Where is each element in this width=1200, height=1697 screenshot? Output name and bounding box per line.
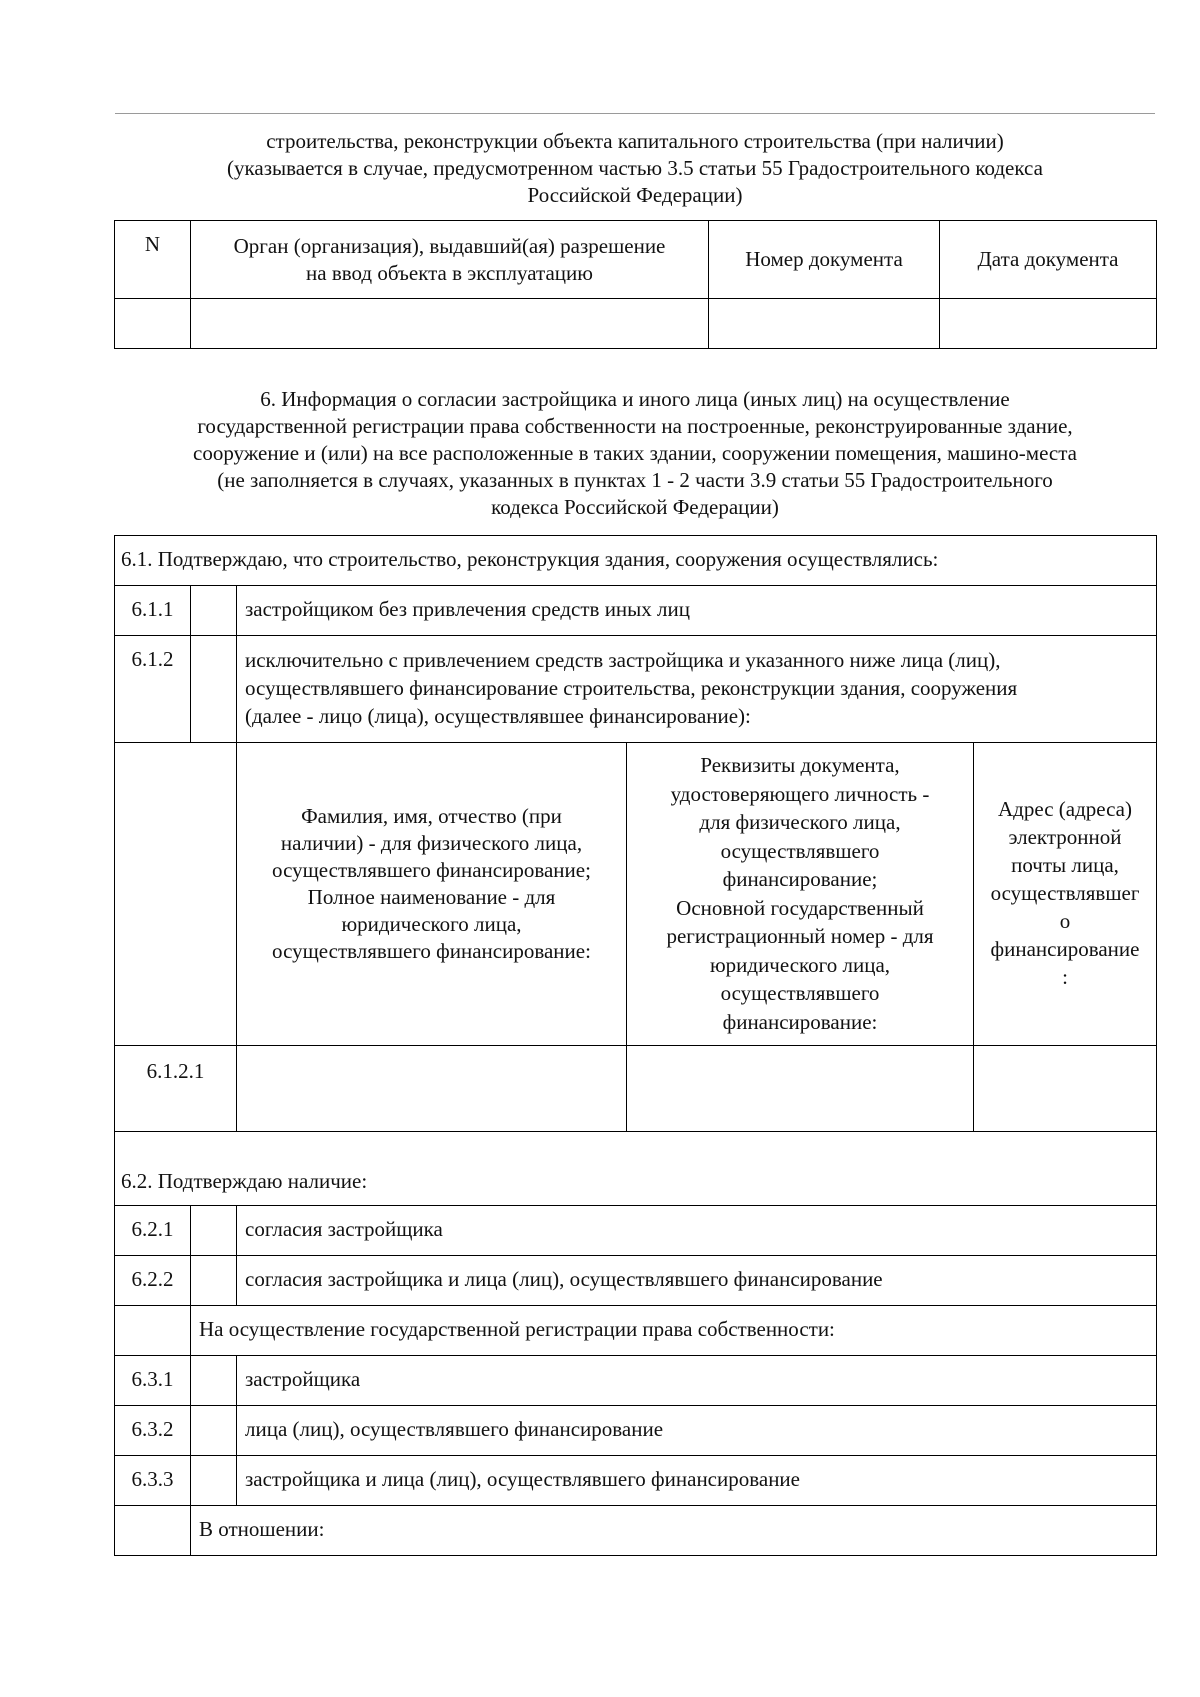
text-line: осуществлявшег <box>990 881 1140 905</box>
item-number: 6.3.2 <box>115 1406 191 1456</box>
text-line: юридического лица, <box>341 912 522 936</box>
item-number: 6.1.1 <box>115 586 191 636</box>
row-6-2-2 <box>115 1256 1157 1306</box>
header-doc-date: Дата документа <box>940 221 1157 299</box>
checkbox-6-1-2[interactable] <box>191 636 237 743</box>
header-issuing-authority <box>191 221 709 299</box>
header-line: Орган (организация), выдавший(ая) разрешение <box>233 233 666 258</box>
header-doc-number: Номер документа <box>709 221 940 299</box>
row-6-2-1 <box>115 1206 1157 1256</box>
financer-header-row <box>115 743 1157 1046</box>
item-text: застройщиком без привлечения средств иных лиц <box>237 586 1157 636</box>
text-line: удостоверяющего личность - <box>670 781 930 806</box>
row-6-1 <box>115 536 1157 586</box>
item-text: застройщика <box>237 1356 1157 1406</box>
text-line: Основной государственный <box>676 895 924 920</box>
row-6-4-title <box>115 1506 1157 1556</box>
item-text: согласия застройщика <box>237 1206 1157 1256</box>
blank-cell <box>115 743 237 1046</box>
caption-line: строительства, реконструкции объекта капитального строительства (при наличии) <box>266 129 1004 153</box>
header-line: на ввод объекта в эксплуатацию <box>306 260 593 285</box>
text-line: осуществлявшего <box>720 981 880 1005</box>
row-6-3-3 <box>115 1456 1157 1506</box>
cell-doc-number[interactable] <box>709 299 940 349</box>
caption-top <box>115 128 1155 209</box>
header-financer-email <box>974 743 1157 1046</box>
header-financer-document <box>627 743 974 1046</box>
item-number: 6.3.1 <box>115 1356 191 1406</box>
section-6-3-label: На осуществление государственной регистрации права собственности: <box>191 1306 1157 1356</box>
checkbox-6-3-2[interactable] <box>191 1406 237 1456</box>
text-line: электронной <box>1008 825 1122 849</box>
text-line: финансирование <box>990 937 1140 961</box>
item-text: застройщика и лица (лиц), осуществлявшего финансирование <box>237 1456 1157 1506</box>
caption-line: сооружение и (или) на все расположенные в таких здании, сооружении помещения, машино-места <box>193 441 1077 465</box>
text-line: Реквизиты документа, <box>700 753 900 777</box>
cell-doc-date[interactable] <box>940 299 1157 349</box>
row-6-3-1 <box>115 1356 1157 1406</box>
blank-cell <box>115 1506 191 1556</box>
caption-line: (не заполняется в случаях, указанных в пунктах 1 - 2 части 3.9 статьи 55 Градостроительного <box>217 468 1053 492</box>
text-line: юридического лица, <box>709 952 891 977</box>
section-6-4-label: В отношении: <box>191 1506 1157 1556</box>
item-number: 6.2.1 <box>115 1206 191 1256</box>
text-line: осуществлявшего <box>720 838 880 863</box>
table-row <box>115 299 1157 349</box>
item-text: согласия застройщика и лица (лиц), осуществлявшего финансирование <box>237 1256 1157 1306</box>
text-line: : <box>1062 965 1068 989</box>
top-rule <box>115 113 1155 114</box>
header-financer-name <box>237 743 627 1046</box>
item-text: лица (лиц), осуществлявшего финансирование <box>237 1406 1157 1456</box>
cell-authority[interactable] <box>191 299 709 349</box>
caption-line: Российской Федерации) <box>527 183 743 207</box>
text-line: (далее - лицо (лица), осуществлявшее финансирование): <box>245 704 751 728</box>
text-line: исключительно с привлечением средств застройщика и указанного ниже лица (лиц), <box>245 648 1001 672</box>
text-line: финансирование; <box>722 867 878 891</box>
blank-cell <box>115 1306 191 1356</box>
text-line: осуществлявшего финансирование строительства, реконструкции здания, сооружения <box>245 676 1018 700</box>
checkbox-6-3-3[interactable] <box>191 1456 237 1506</box>
item-number: 6.3.3 <box>115 1456 191 1506</box>
row-6-3-2 <box>115 1406 1157 1456</box>
permit-table <box>114 220 1157 349</box>
item-number: 6.1.2 <box>115 636 191 743</box>
cell-financer-email[interactable] <box>974 1046 1157 1132</box>
text-line: о <box>1059 909 1071 933</box>
item-number: 6.2.2 <box>115 1256 191 1306</box>
header-n: N <box>115 221 191 299</box>
checkbox-6-3-1[interactable] <box>191 1356 237 1406</box>
text-line: финансирование: <box>722 1009 878 1034</box>
text-line: Фамилия, имя, отчество (при <box>301 804 562 828</box>
text-line: регистрационный номер - для <box>666 924 934 948</box>
item-number: 6.1.2.1 <box>115 1046 237 1132</box>
caption-line: (указывается в случае, предусмотренном частью 3.5 статьи 55 Градостроительного кодекса <box>227 156 1043 180</box>
text-line: осуществлявшего финансирование: <box>272 939 591 963</box>
text-line: для физического лица, <box>699 810 901 834</box>
checkbox-6-1-1[interactable] <box>191 586 237 636</box>
cell-financer-name[interactable] <box>237 1046 627 1132</box>
caption-line: государственной регистрации права собственности на построенные, реконструированные здание, <box>197 414 1073 438</box>
text-line: почты лица, <box>1011 853 1119 877</box>
text-line: Адрес (адреса) <box>998 797 1132 821</box>
section-6-title <box>115 386 1155 521</box>
checkbox-6-2-2[interactable] <box>191 1256 237 1306</box>
row-6-2 <box>115 1132 1157 1206</box>
row-6-3-title <box>115 1306 1157 1356</box>
cell-financer-document[interactable] <box>627 1046 974 1132</box>
section-6-2-label: 6.2. Подтверждаю наличие: <box>115 1132 1157 1206</box>
text-line: осуществлявшего финансирование; <box>272 858 591 882</box>
row-6-1-2 <box>115 636 1157 743</box>
section-6-1-label: 6.1. Подтверждаю, что строительство, реконструкция здания, сооружения осуществлялись: <box>115 536 1157 586</box>
consent-table <box>114 535 1157 1556</box>
text-line: наличии) - для физического лица, <box>280 831 583 855</box>
table-header-row <box>115 221 1157 299</box>
caption-line: 6. Информация о согласии застройщика и иного лица (иных лиц) на осуществление <box>260 387 1010 411</box>
cell-n[interactable] <box>115 299 191 349</box>
row-6-1-1 <box>115 586 1157 636</box>
caption-line: кодекса Российской Федерации) <box>491 495 779 519</box>
row-6-1-2-1 <box>115 1046 1157 1132</box>
text-line: Полное наименование - для <box>307 885 556 909</box>
item-text <box>237 636 1157 743</box>
checkbox-6-2-1[interactable] <box>191 1206 237 1256</box>
